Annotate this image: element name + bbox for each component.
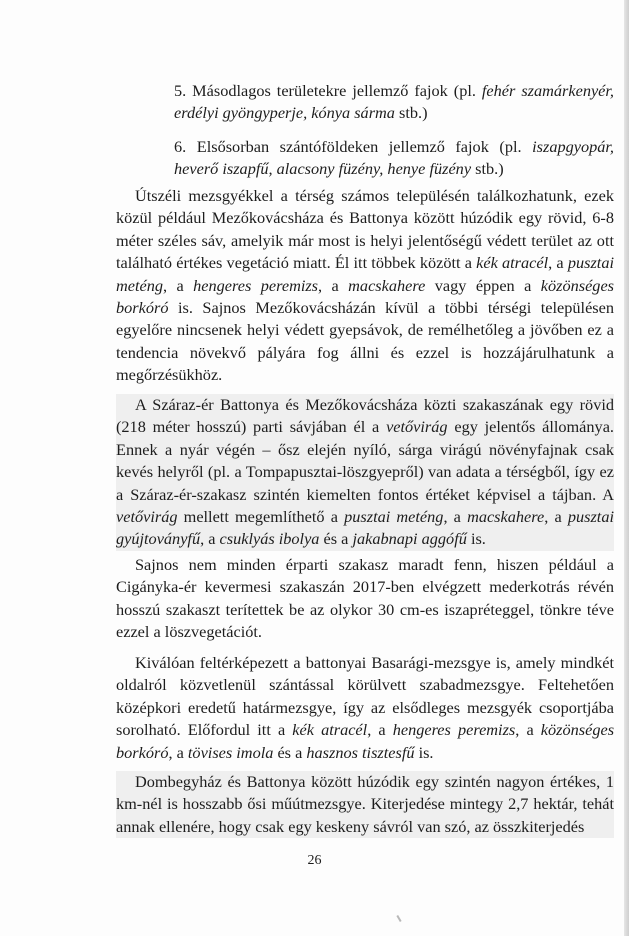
paragraph-text: is. [466,529,486,549]
species-name: pusztai meténg [116,253,614,295]
list-item-label: 6. Elsősorban szántóföldeken jellemző fajok (pl. [174,137,522,156]
paragraph-text: , a [200,529,220,549]
species-name: hengeres peremizs [392,720,516,740]
species-name: pusztai gyújtoványfű [116,507,614,549]
paragraph-text: is. [414,742,434,762]
paragraph-cigany-er [116,554,614,644]
species-name: közönséges borkóró [116,720,615,762]
paragraph-text: , a [544,507,568,527]
paragraph-text: , a [548,253,568,273]
paragraph-text: Dombegyház és Battonya között húzódik egy szintén nagyon értékes, 1 km-nél is hosszabb ősi műútmezsgye. Kiterjedése mintegy 2,7 hektár, tehát annak ellenére, hogy csak egy keskeny sávról van szó, az összkiterjedés [116,772,614,836]
paragraph-text: is. Sajnos Mezőkovácsházán kívül a többi térségi településen egyelőre nincsenek helyi védett gyepsávok, de remélhetőleg a jövőben ez a tendencia növekvő pályára fog állni és ezzel is hozzájárulhatunk a megőrzésükhöz. [116,298,614,385]
species-name: pusztai meténg [344,507,444,527]
paragraph-text: , a [443,507,468,527]
list-item-tail: stb.) [475,159,504,178]
list-item-5 [174,80,614,124]
paragraph-text: Útszéli mezsgyékkel a térség számos településén találkozhatunk, ezek közül például Mezőkovácsháza és Battonya között húzódik egy rövid, 6-8 méter széles sáv, amelyik már most is helyi jelentőségű védett terület az ott található értékes vegetáció miatt. Él itt többek között a [116,186,614,273]
list-item-6 [174,136,614,180]
page-number: 26 [307,853,322,868]
species-name: közönséges borkóró [116,275,615,318]
species-name: macskahere [467,507,545,527]
paragraph-dombegyhaz-battonya [116,771,614,838]
species-list: iszapgyopár, heverő iszapfű, alacsony füzény, henye füzény [174,137,614,178]
species-name: vetővirág [386,417,448,437]
paragraph-roadside-strips [116,185,614,387]
paragraph-text: Sajnos nem minden érparti szakasz maradt fenn, hiszen például a Cigányka-ér kevermesi szakaszán 2017-ben elvégzett mederkotrás révén hosszú szakaszt terítettek be az olykor 30 cm-es iszapréteggel, tönkre téve ezzel a löszvegetációt. [116,555,614,642]
species-name: hasznos tisztesfű [306,742,415,762]
scan-speck [396,915,401,922]
page-edge-shadow [624,0,629,936]
paragraph-text: , a [367,720,393,740]
paragraph-text: Kiválóan feltérképezett a battonyai Basarági-mezsgye is, amely mindkét oldalról közvetlenül szántással körülvett szabadmezsgye. Feltehetően középkori eredetű határmezsgye, így az elsődleges mezsgyék csoportjába sorolható. Előfordul itt a [116,653,614,740]
paragraph-szaraz-er [116,394,614,551]
paragraph-text: egy jelentős állománya. Ennek a nyár végén – ősz elején nyíló, sárga virágú növényfajnak csak kevés helyről (pl. a Tompapusztai-löszgyepről) van adata a térségből, így ez a Száraz-ér-szakasz szintén kiemelten fontos értéket képvisel a tájban. A [116,417,614,504]
list-item-tail: stb.) [399,103,428,122]
paragraph-text: és a [319,529,353,549]
paragraph-text: A Száraz-ér Battonya és Mezőkovácsháza közti szakaszának egy rövid (218 méter hosszú) parti sávjában él a [116,395,614,437]
species-name: kék atracél [476,253,549,273]
species-name: vetővirág [116,507,178,527]
paragraph-text: , a [515,720,541,740]
paragraph-text: , a [163,275,194,295]
paragraph-basaragi-mezsgye [116,652,614,764]
paragraph-text: mellett megemlíthető a [177,507,345,527]
paragraph-text: , a [318,275,349,295]
species-list: fehér szamárkenyér, erdélyi gyöngyperje, kónya sárma [174,81,615,122]
species-name: hengeres peremizs [193,275,319,295]
species-name: macskahere [348,275,426,295]
species-name: csuklyás ibolya [219,529,320,549]
paragraph-text: vagy éppen a [425,275,541,295]
paragraph-text: és a [273,742,307,762]
species-name: tövises imola [187,742,274,762]
list-item-label: 5. Másodlagos területekre jellemző fajok (pl. [174,81,476,100]
species-name: jakabnapi aggófű [352,529,467,549]
paragraph-text: , a [168,742,188,762]
species-name: kék atracél [292,720,368,740]
